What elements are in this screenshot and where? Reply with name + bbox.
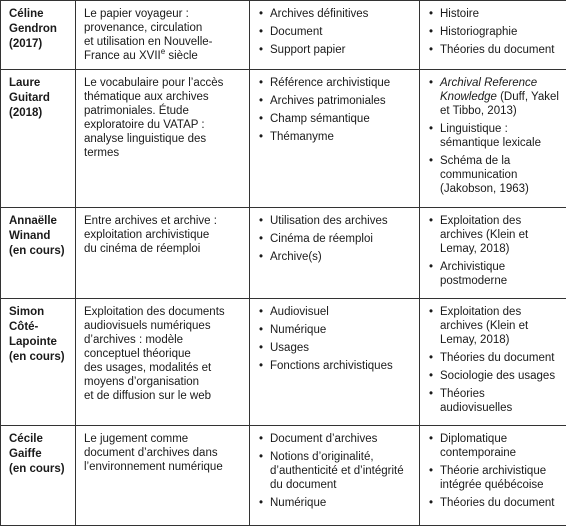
list-item: • Historiographie: [428, 25, 560, 39]
list-item: • Exploitation des archives (Klein et Lemay, 2018): [428, 214, 560, 256]
theories-cell: [420, 1, 566, 70]
list-item: • Référence archivistique: [258, 76, 413, 90]
list-item: • Audiovisuel: [258, 305, 413, 319]
theories-cell: [420, 426, 566, 526]
title-cell: Exploitation des documents audiovisuels numériques d’archives : modèle conceptuel théorique des usages, modalités et moyens d’organisation et de diffusion sur le web: [76, 299, 250, 426]
list-item: • Numérique: [258, 323, 413, 337]
author-cell: Céline Gendron (2017): [1, 1, 76, 70]
list-item: • Théories du document: [428, 43, 560, 57]
table-row: [1, 426, 566, 526]
list-item: • Document: [258, 25, 413, 39]
list-item: • Exploitation des archives (Klein et Lemay, 2018): [428, 305, 560, 347]
list-item: • Archives définitives: [258, 7, 413, 21]
list-item: • Cinéma de réemploi: [258, 232, 413, 246]
keywords-cell: [250, 1, 420, 70]
list-item: • Document d’archives: [258, 432, 413, 446]
list-item: • Archives patrimoniales: [258, 94, 413, 108]
list-item: • Théorie archivistique intégrée québécoise: [428, 464, 560, 492]
author-cell: Laure Guitard (2018): [1, 70, 76, 208]
list-item: • Linguistique : sémantique lexicale: [428, 122, 560, 150]
table-row: [1, 299, 566, 426]
table-row: [1, 208, 566, 299]
theories-cell: [420, 299, 566, 426]
keywords-cell: [250, 299, 420, 426]
list-item: • Histoire: [428, 7, 560, 21]
list-item: • Fonctions archivistiques: [258, 359, 413, 373]
list-item: • Sociologie des usages: [428, 369, 560, 383]
list-item: • Champ sémantique: [258, 112, 413, 126]
author-cell: Annaëlle Winand (en cours): [1, 208, 76, 299]
author-cell: Cécile Gaiffe (en cours): [1, 426, 76, 526]
theories-cell: [420, 70, 566, 208]
title-cell: Entre archives et archive : exploitation archivistique du cinéma de réemploi: [76, 208, 250, 299]
list-item: • Schéma de la communication (Jakobson, 1963): [428, 154, 560, 196]
list-item: • Support papier: [258, 43, 413, 57]
title-cell: Le jugement comme document d’archives dans l’environnement numérique: [76, 426, 250, 526]
list-item: • Diplomatique contemporaine: [428, 432, 560, 460]
list-item: • Archivistique postmoderne: [428, 260, 560, 288]
table-row: [1, 1, 566, 70]
keywords-cell: [250, 426, 420, 526]
theories-cell: [420, 208, 566, 299]
author-cell: Simon Côté- Lapointe (en cours): [1, 299, 76, 426]
table-row: [1, 70, 566, 208]
title-cell: Le vocabulaire pour l’accès thématique aux archives patrimoniales. Étude exploratoire du VATAP : analyse linguistique des termes: [76, 70, 250, 208]
list-item: • Archive(s): [258, 250, 413, 264]
list-item: • Numérique: [258, 496, 413, 510]
list-item: • Théories du document: [428, 496, 560, 510]
list-item: • Thémanyme: [258, 130, 413, 144]
list-item: • Usages: [258, 341, 413, 355]
list-item: • Archival Reference Knowledge (Duff, Yakel et Tibbo, 2013): [428, 76, 560, 118]
list-item: • Théories audiovisuelles: [428, 387, 560, 415]
keywords-cell: [250, 70, 420, 208]
list-item: • Notions d’originalité, d’authenticité et d’intégrité du document: [258, 450, 413, 492]
keywords-cell: [250, 208, 420, 299]
list-item: • Théories du document: [428, 351, 560, 365]
title-cell: Le papier voyageur : provenance, circulation et utilisation en Nouvelle- France au XVIIe siècle: [76, 1, 250, 70]
list-item: • Utilisation des archives: [258, 214, 413, 228]
